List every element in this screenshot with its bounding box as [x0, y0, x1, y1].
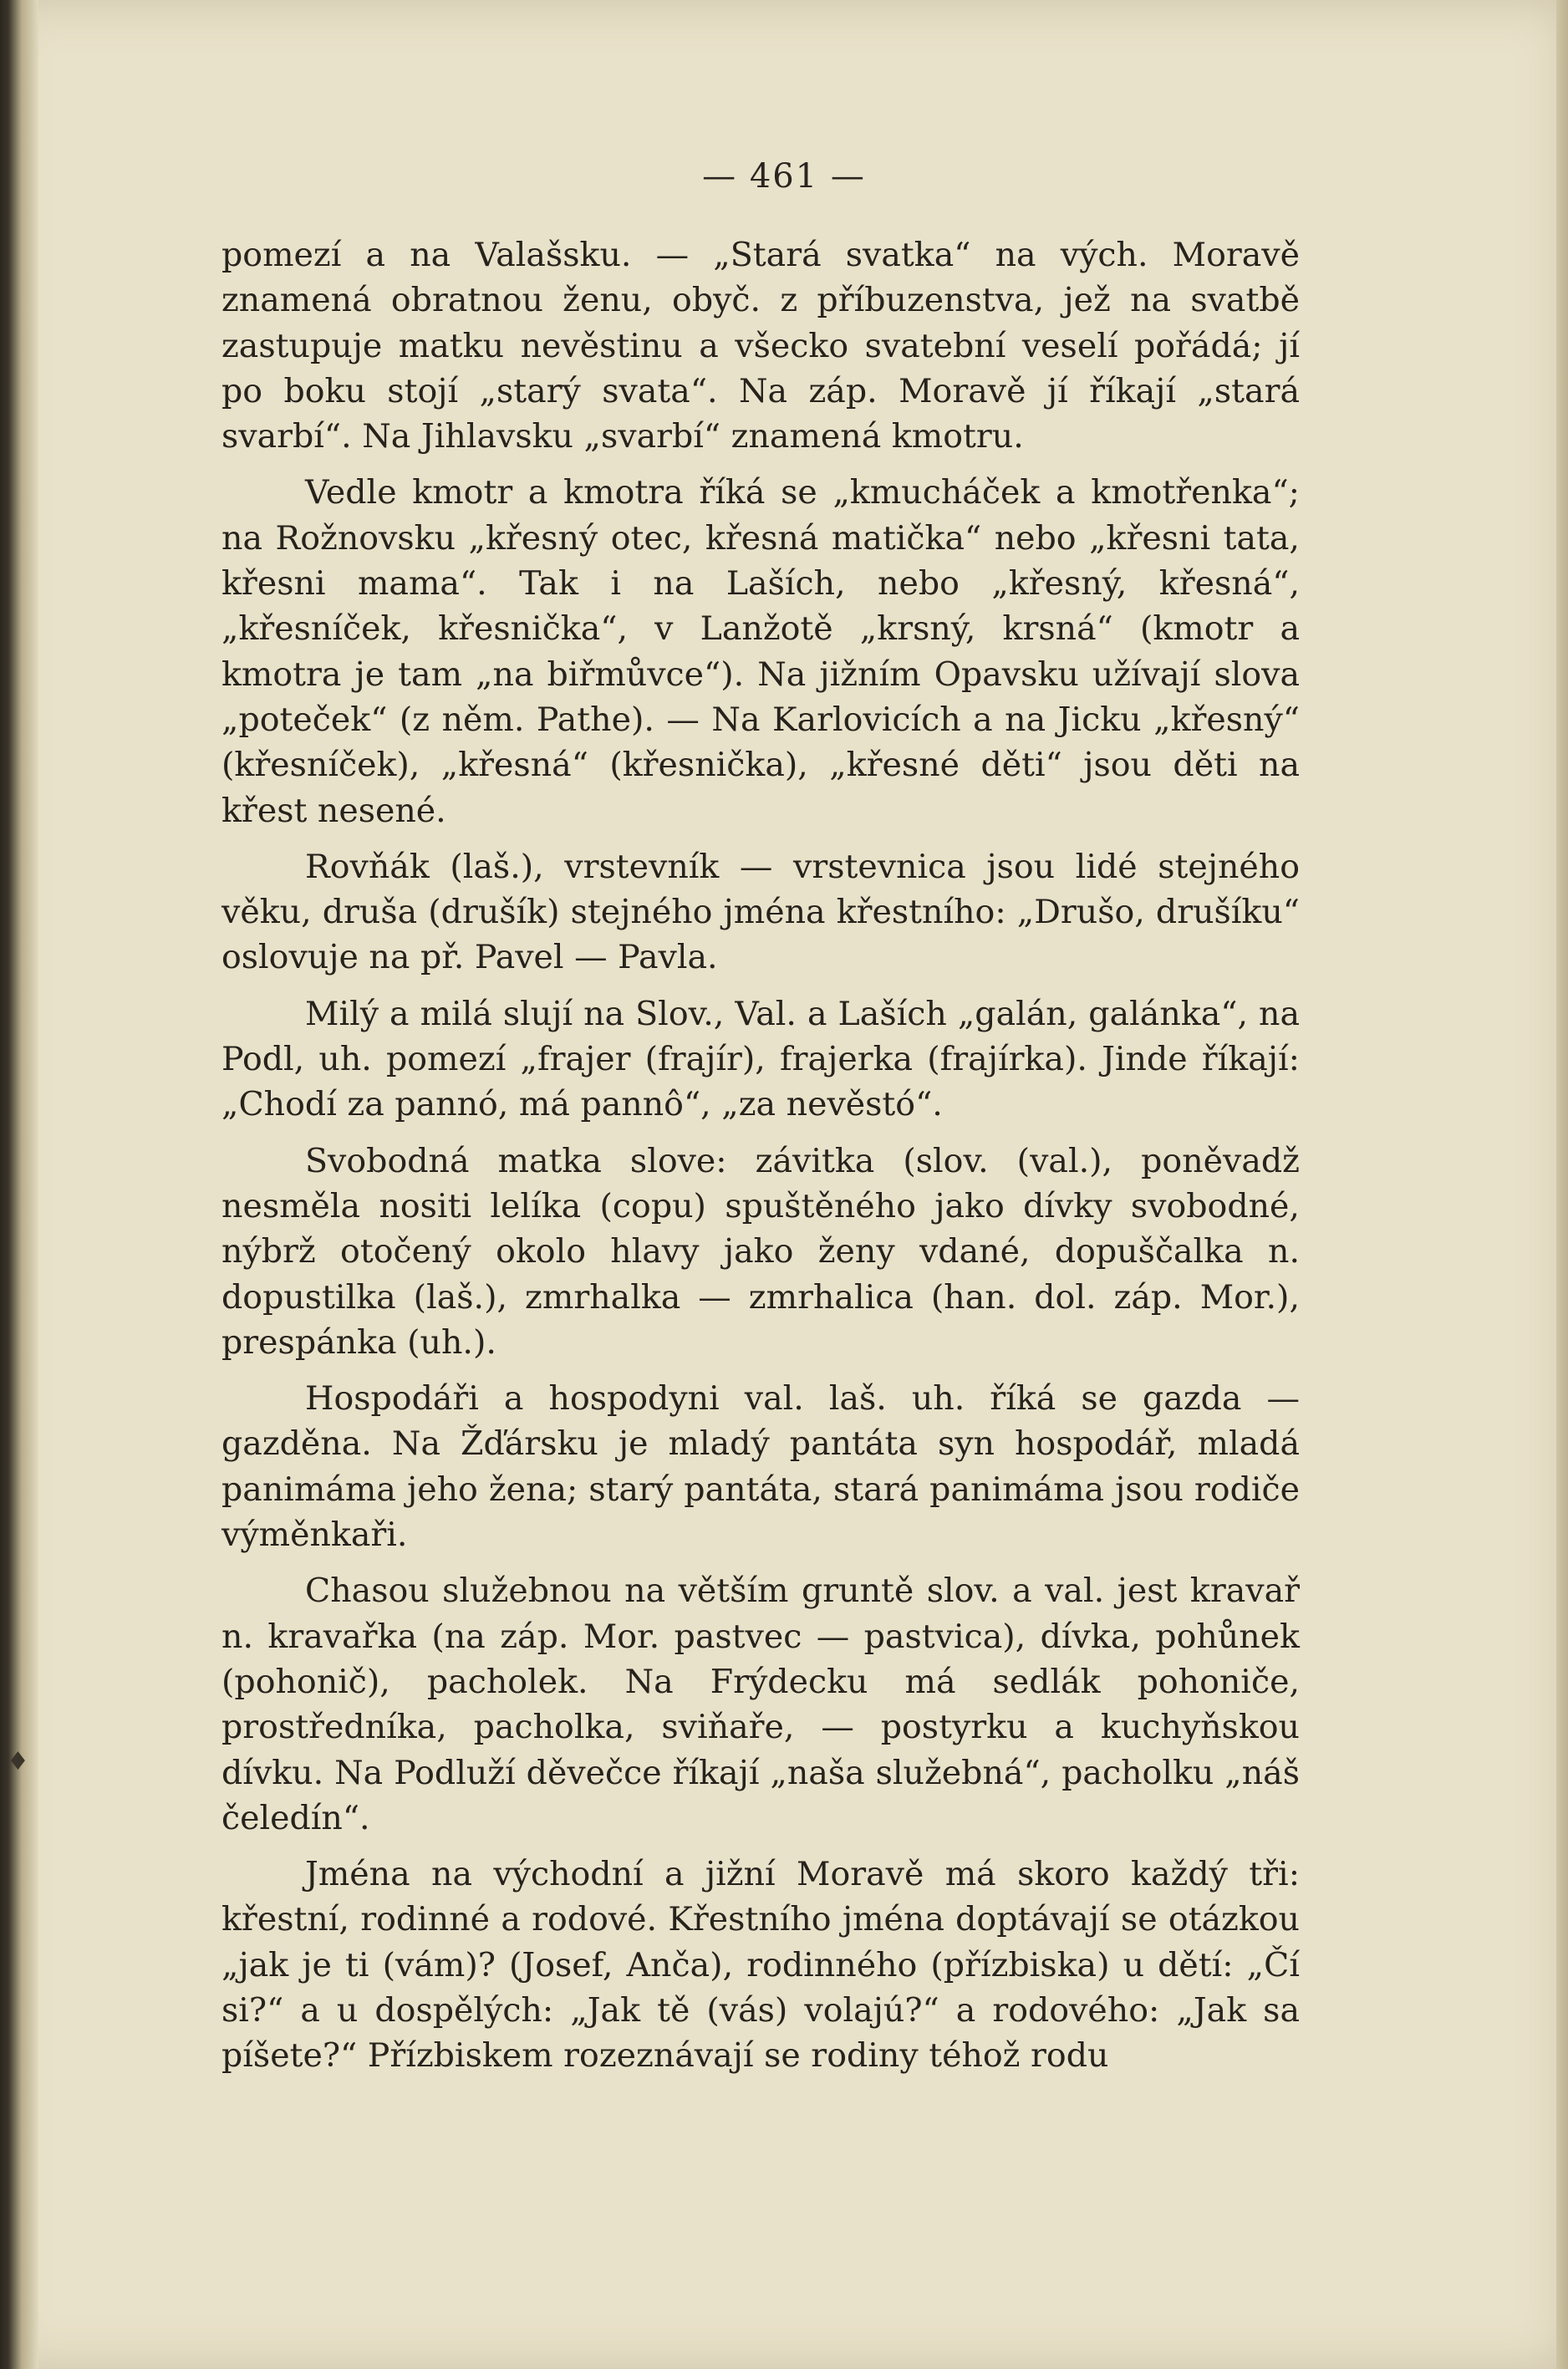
margin-mark-icon: ♦ [7, 1747, 29, 1776]
paragraph-8: Jména na východní a jižní Moravě má skoro každý tři: křestní, rodinné a rodové. Křestního jména doptávají se otázkou „jak je ti (vám)? (Josef, Anča), rodinného (přízbiska) u dětí: „Čí si?“ a u dospělých: „Jak tě (vás) volajú?“ a rodového: „Jak sa píšete?“ Přízbiskem rozeznávají se rodiny téhož rodu [221, 1855, 1300, 2076]
paragraph-1: pomezí a na Valašsku. — „Stará svatka“ na vých. Moravě znamená obratnou ženu, obyč. z příbuzenstva, jež na svatbě zastupuje matku nevěstinu a všecko svatební veselí pořádá; jí po boku stojí „starý svata“. Na záp. Moravě jí říkají „stará svarbí“. Na Jihlavsku „svarbí“ znamená kmotru. [221, 236, 1300, 456]
paragraph-5: Svobodná matka slove: závitka (slov. (val.), poněvadž nesměla nositi lelíka (copu) spuštěného jako dívky svobodné, nýbrž otočený okolo hlavy jako ženy vdané, dopuščalka n. dopustilka (laš.), zmrhalka — zmrhalica (han. dol. záp. Mor.), prespánka (uh.). [221, 1141, 1300, 1362]
book-spine-shadow [0, 0, 38, 2369]
body-text [221, 232, 1300, 2090]
paragraph-4: Milý a milá slují na Slov., Val. a Laších „galán, galánka“, na Podl, uh. pomezí „frajer (frajír), frajerka (frajírka). Jinde říkají: „Chodí za pannó, má pannô“, „za nevěstó“. [221, 994, 1300, 1124]
paragraph-7: Chasou služebnou na větším gruntě slov. a val. jest kravař n. kravařka (na záp. Mor. pastvec — pastvica), dívka, pohůnek (pohonič), pacholek. Na Frýdecku má sedlák pohoniče, prostředníka, pacholka, sviňaře, — postyrku a kuchyňskou dívku. Na Podluží děvečce říkají „naša služebná“, pacholku „náš čeledín“. [221, 1572, 1300, 1837]
paragraph-2: Vedle kmotr a kmotra říká se „kmucháček a kmotřenka“; na Rožnovsku „křesný otec, křesná matička“ nebo „křesni tata, křesni mama“. Tak i na Laších, nebo „křesný, křesná“, „křesníček, křesnička“, v Lanžotě „krsný, krsná“ (kmotr a kmotra je tam „na biřmůvce“). Na jižním Opavsku užívají slova „poteček“ (z něm. Pathe). — Na Karlovicích a na Jicku „křesný“ (křesníček), „křesná“ (křesnička), „křesné děti“ jsou děti na křest nesené. [221, 473, 1300, 830]
paragraph-3: Rovňák (laš.), vrstevník — vrstevnica jsou lidé stejného věku, druša (drušík) stejného jména křestního: „Drušo, drušíku“ oslovuje na př. Pavel — Pavla. [221, 847, 1300, 977]
page-edge [1556, 0, 1568, 2369]
page-number: — 461 — [702, 157, 866, 196]
paragraph-6: Hospodáři a hospodyni val. laš. uh. říká se gazda — gazděna. Na Žďársku je mladý pantáta syn hospodář, mladá panimáma jeho žena; starý pantáta, stará panimáma jsou rodiče výměnkaři. [221, 1379, 1300, 1555]
